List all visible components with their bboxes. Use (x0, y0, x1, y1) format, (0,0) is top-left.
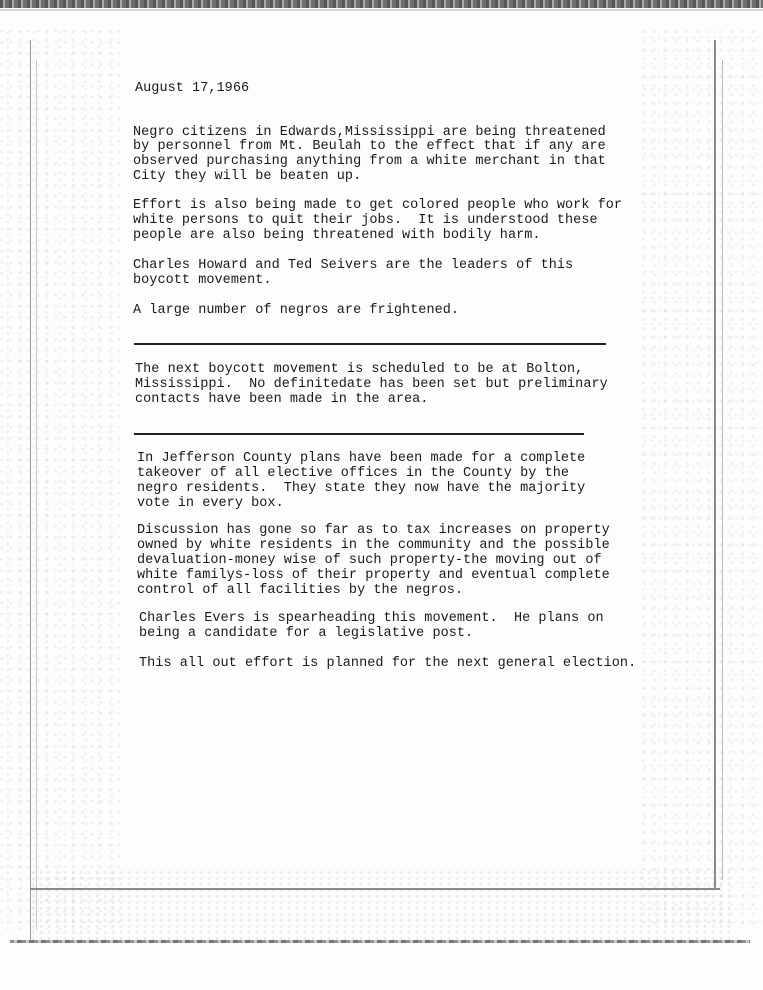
scan-edge-left (30, 40, 31, 940)
paragraph-6-line-4: vote in every box. (137, 496, 284, 511)
paragraph-5-line-1: The next boycott movement is scheduled to be at Bolton, (135, 362, 584, 377)
separator-rule-1 (134, 343, 606, 345)
paragraph-1-line-2: by personnel from Mt. Beulah to the effect that if any are (133, 139, 606, 154)
paragraph-6-line-2: takeover of all elective offices in the County by the (137, 466, 570, 481)
paragraph-1-line-1: Negro citizens in Edwards,Mississippi are being threatened (133, 125, 606, 140)
scan-edge-bottom-outer (10, 940, 750, 943)
paragraph-1-line-3: observed purchasing anything from a white merchant in that (133, 154, 606, 169)
document-date: August 17,1966 (135, 81, 250, 96)
paragraph-7-line-5: control of all facilities by the negros. (137, 583, 464, 598)
paragraph-5-line-3: contacts have been made in the area. (135, 392, 429, 407)
paragraph-7-line-2: owned by white residents in the community and the possible (137, 538, 610, 553)
separator-rule-2 (134, 433, 584, 435)
paragraph-9-line-1: This all out effort is planned for the next general election. (139, 656, 637, 671)
paragraph-5-line-2: Mississippi. No definitedate has been set but preliminary (135, 377, 608, 392)
paragraph-1-line-4: City they will be beaten up. (133, 169, 362, 184)
scan-edge-top (0, 0, 763, 8)
scan-edge-right (714, 40, 716, 890)
paragraph-4-line-1: A large number of negros are frightened. (133, 303, 460, 318)
scan-edge-bottom (30, 888, 720, 890)
scan-edge-left-inner (36, 60, 37, 930)
paragraph-2-line-1: Effort is also being made to get colored people who work for (133, 198, 623, 213)
scan-edge-top-line (0, 9, 763, 11)
paragraph-8-line-2: being a candidate for a legislative post. (139, 626, 474, 641)
paragraph-2-line-2: white persons to quit their jobs. It is understood these (133, 213, 598, 228)
scan-noise-bottom (30, 870, 730, 940)
paragraph-7-line-3: devaluation-money wise of such property-the moving out of (137, 553, 602, 568)
scan-edge-right-inner (722, 60, 723, 880)
paragraph-7-line-4: white familys-loss of their property and eventual complete (137, 568, 610, 583)
scan-noise-right (640, 30, 763, 930)
scan-noise-left (0, 30, 120, 930)
paragraph-2-line-3: people are also being threatened with bodily harm. (133, 228, 541, 243)
paragraph-7-line-1: Discussion has gone so far as to tax increases on property (137, 523, 610, 538)
paragraph-6-line-1: In Jefferson County plans have been made for a complete (137, 451, 586, 466)
paragraph-8-line-1: Charles Evers is spearheading this movement. He plans on (139, 611, 604, 626)
paragraph-6-line-3: negro residents. They state they now have the majority (137, 481, 586, 496)
paragraph-3-line-2: boycott movement. (133, 273, 272, 288)
paragraph-3-line-1: Charles Howard and Ted Seivers are the leaders of this (133, 258, 574, 273)
